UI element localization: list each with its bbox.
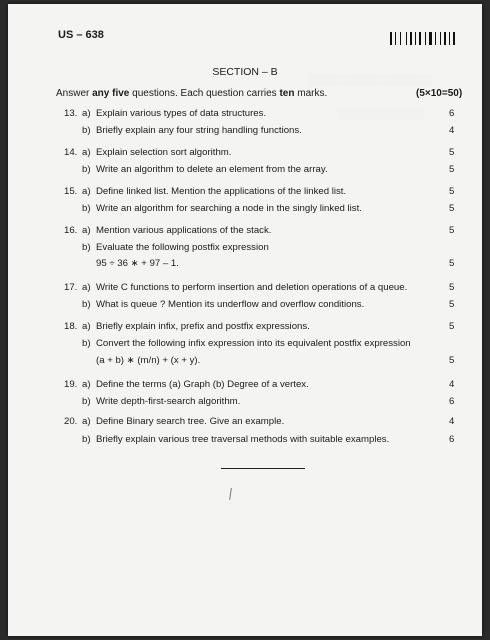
question-part-label: b) — [82, 203, 91, 214]
question-number: 13. — [64, 108, 78, 119]
question-marks: 5 — [449, 186, 455, 197]
question-text: (a + b) ∗ (m/n) + (x + y). — [96, 355, 201, 366]
question-part-label: b) — [82, 338, 91, 349]
question-text: Write an algorithm to delete an element from the array. — [96, 164, 328, 175]
bleed-through-text: ░░░░░░░░░░░ — [338, 108, 424, 120]
instructions — [56, 88, 327, 99]
end-rule — [221, 468, 305, 469]
barcode-stripe — [449, 32, 450, 45]
instruction-emphasis: ten — [279, 88, 295, 99]
question-part-label: a) — [82, 108, 91, 119]
question-text: Briefly explain any four string handling functions. — [96, 125, 302, 136]
paper-code: US – 638 — [58, 29, 104, 41]
question-marks: 5 — [449, 355, 455, 366]
question-text: Define linked list. Mention the applications of the linked list. — [96, 186, 347, 197]
question-text: Briefly explain various tree traversal methods with suitable examples. — [96, 434, 390, 445]
instruction-text: Answer — [56, 88, 93, 99]
question-marks: 4 — [449, 379, 455, 390]
instruction-text: questions. Each question carries — [129, 88, 280, 99]
instruction-emphasis: any five — [92, 88, 130, 99]
question-part-label: a) — [82, 321, 91, 332]
question-part-label: a) — [82, 282, 91, 293]
barcode-stripe — [406, 32, 407, 45]
question-marks: 6 — [449, 108, 455, 119]
question-number: 16. — [64, 225, 78, 236]
barcode-stripe — [429, 32, 432, 45]
question-part-label: b) — [82, 125, 91, 136]
question-part-label: b) — [82, 242, 91, 253]
question-part-label: b) — [82, 164, 91, 175]
barcode-stripe — [410, 32, 412, 45]
question-text: Write an algorithm for searching a node in the singly linked list. — [96, 203, 362, 214]
question-part-label: a) — [82, 225, 91, 236]
question-text: Evaluate the following postfix expression — [96, 242, 269, 253]
barcode-stripe — [453, 32, 455, 45]
question-text: What is queue ? Mention its underflow and overflow conditions. — [96, 299, 365, 310]
question-text: 95 ÷ 36 ∗ + 97 – 1. — [96, 258, 179, 269]
question-part-label: a) — [82, 186, 91, 197]
question-number: 19. — [64, 379, 78, 390]
question-part-label: b) — [82, 396, 91, 407]
question-marks: 4 — [449, 125, 455, 136]
question-marks: 5 — [449, 225, 455, 236]
question-paper-page — [8, 4, 482, 636]
question-text: Write C functions to perform insertion and deletion operations of a queue. — [96, 282, 408, 293]
barcode-stripe — [419, 32, 421, 45]
question-marks: 5 — [449, 164, 455, 175]
question-marks: 4 — [449, 416, 455, 427]
barcode-stripe — [400, 32, 401, 45]
barcode-stripe — [440, 32, 441, 45]
question-marks: 5 — [449, 258, 455, 269]
question-number: 18. — [64, 321, 78, 332]
question-marks: 5 — [449, 299, 455, 310]
question-text: Convert the following infix expression into its equivalent postfix expression — [96, 338, 411, 349]
question-part-label: b) — [82, 434, 91, 445]
question-marks: 5 — [449, 147, 455, 158]
section-title: SECTION – B — [212, 66, 278, 78]
question-marks: 6 — [449, 396, 455, 407]
question-part-label: b) — [82, 299, 91, 310]
question-text: Explain various types of data structures. — [96, 108, 267, 119]
barcode-stripe — [390, 32, 392, 45]
question-number: 20. — [64, 416, 78, 427]
question-text: Define Binary search tree. Give an example. — [96, 416, 285, 427]
barcode-stripe — [395, 32, 396, 45]
question-part-label: a) — [82, 147, 91, 158]
question-text: Briefly explain infix, prefix and postfix expressions. — [96, 321, 310, 332]
barcode-stripe — [435, 32, 436, 45]
question-text: Write depth-first-search algorithm. — [96, 396, 241, 407]
barcode-stripe — [415, 32, 416, 45]
question-marks: 5 — [449, 321, 455, 332]
question-text: Explain selection sort algorithm. — [96, 147, 232, 158]
question-text: Define the terms (a) Graph (b) Degree of a vertex. — [96, 379, 309, 390]
question-part-label: a) — [82, 379, 91, 390]
barcode-stripe — [425, 32, 426, 45]
question-marks: 5 — [449, 203, 455, 214]
question-marks: 6 — [449, 434, 455, 445]
pen-mark — [229, 488, 234, 500]
instruction-text: marks. — [294, 88, 328, 99]
total-marks: (5×10=50) — [416, 88, 463, 99]
question-number: 17. — [64, 282, 78, 293]
barcode-stripe — [444, 32, 446, 45]
question-number: 14. — [64, 147, 78, 158]
barcode — [390, 32, 456, 45]
question-text: Mention various applications of the stack. — [96, 225, 272, 236]
question-marks: 5 — [449, 282, 455, 293]
bleed-through-text: ░░░░░░░░░░░░░░░░ — [308, 74, 433, 86]
question-part-label: a) — [82, 416, 91, 427]
question-number: 15. — [64, 186, 78, 197]
